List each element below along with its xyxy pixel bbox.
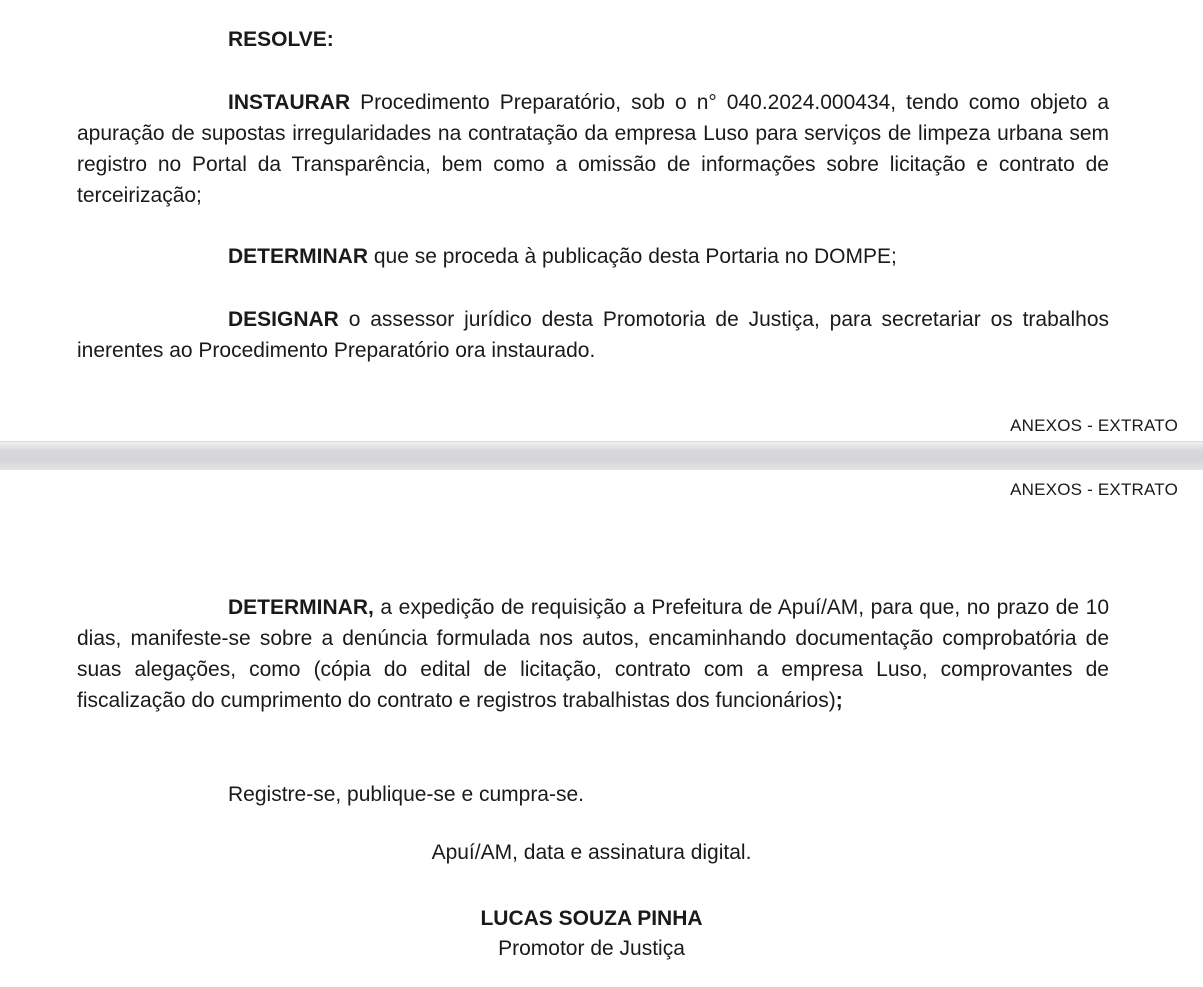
instaurar-text: Procedimento Preparatório, sob o n° 040.2024.000434, tendo como objeto a apuração de supostas irregularidades na contratação da empresa Luso para serviços de limpeza urbana sem registro no Portal da Transparência, bem como a omissão de informações sobre licitação e contrato de terceirização; xyxy=(77,91,1109,207)
page-separator xyxy=(0,441,1203,472)
designar-paragraph xyxy=(77,304,1109,366)
determinar2-keyword: DETERMINAR, xyxy=(228,596,374,619)
resolve-heading: RESOLVE: xyxy=(228,28,334,51)
page-header-label: ANEXOS - EXTRATO xyxy=(1010,480,1178,499)
determinar2-text: a expedição de requisição a Prefeitura de Apuí/AM, para que, no prazo de 10 dias, manifeste-se sobre a denúncia formulada nos autos, encaminhando documentação comprobatória de suas alegações, como (cópia do edital de licitação, contrato com a empresa Luso, comprovantes de fiscalização do cumprimento do contrato e registros trabalhistas dos funcionários) xyxy=(77,596,1109,712)
determinar2-end: ; xyxy=(835,689,843,712)
instaurar-paragraph xyxy=(77,87,1109,211)
signatory-title: Promotor de Justiça xyxy=(498,937,685,960)
document-page-1 xyxy=(0,0,1203,444)
designar-keyword: DESIGNAR xyxy=(228,308,339,331)
instaurar-keyword: INSTAURAR xyxy=(228,91,351,114)
determinar-paragraph xyxy=(77,241,1109,272)
page-footer-label: ANEXOS - EXTRATO xyxy=(1010,416,1178,435)
signatory-name: LUCAS SOUZA PINHA xyxy=(480,907,703,930)
determinar-text: que se proceda à publicação desta Portaria no DOMPE; xyxy=(368,245,897,268)
registre-line: Registre-se, publique-se e cumpra-se. xyxy=(228,783,584,806)
designar-text: o assessor jurídico desta Promotoria de Justiça, para secretariar os trabalhos inerentes ao Procedimento Preparatório ora instaurado. xyxy=(77,308,1109,362)
document-page-2 xyxy=(0,470,1203,987)
determinar2-paragraph xyxy=(77,592,1109,716)
place-date-line: Apuí/AM, data e assinatura digital. xyxy=(431,841,752,864)
determinar-keyword: DETERMINAR xyxy=(228,245,368,268)
